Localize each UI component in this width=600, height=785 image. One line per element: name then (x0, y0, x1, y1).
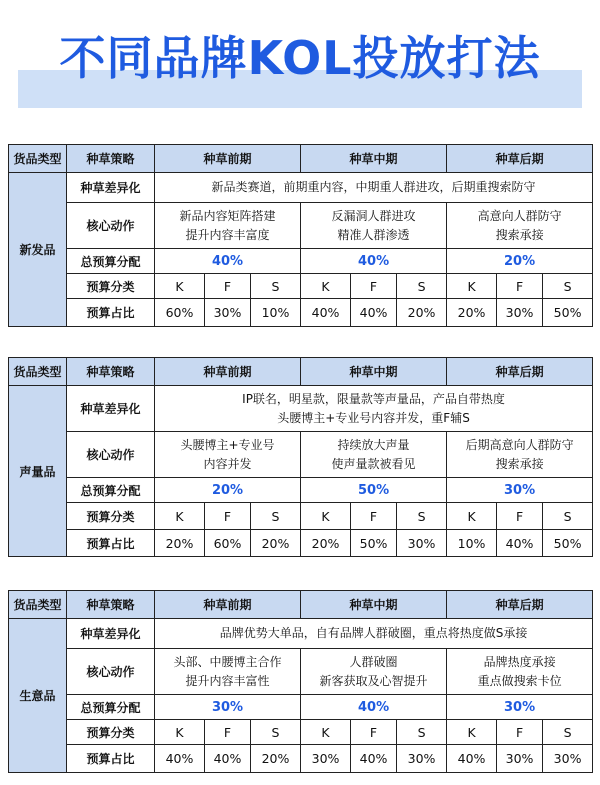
core-line: 重点做搜索卡位 (477, 673, 562, 688)
header-early: 种草前期 (155, 145, 301, 173)
row-label-budget: 总预算分配 (67, 695, 155, 720)
type-k: K (301, 274, 351, 299)
budget-row (9, 249, 593, 274)
ratio-cell: 40% (351, 299, 397, 327)
type-f: F (351, 503, 397, 530)
type-f: F (497, 503, 543, 530)
ratio-cell: 30% (397, 745, 447, 773)
ratio-row (9, 745, 593, 773)
ratio-cell: 20% (251, 530, 301, 557)
core-mid (301, 203, 447, 249)
ratio-cell: 30% (543, 745, 593, 773)
row-label-budget: 总预算分配 (67, 249, 155, 274)
core-line: 高意向人群防守 (477, 208, 562, 223)
row-label-budget: 总预算分配 (67, 478, 155, 503)
type-k: K (155, 720, 205, 745)
ratio-cell: 30% (301, 745, 351, 773)
header-row (9, 591, 593, 619)
ratio-cell: 50% (543, 299, 593, 327)
row-label-types: 预算分类 (67, 274, 155, 299)
type-f: F (351, 274, 397, 299)
core-late (447, 432, 593, 478)
core-line: 搜索承接 (495, 456, 544, 471)
diff-line: IP联名，明星款，限量款等声量品，产品自带热度 (242, 391, 505, 406)
core-line: 内容并发 (203, 456, 252, 471)
type-s: S (397, 503, 447, 530)
budget-late: 30% (447, 478, 593, 503)
type-s: S (251, 503, 301, 530)
diff-line: 品牌优势大单品，自有品牌人群破圈，重点将热度做S承接 (219, 626, 528, 640)
type-s: S (251, 720, 301, 745)
type-f: F (205, 720, 251, 745)
header-row (9, 145, 593, 173)
category-cell: 新发品 (9, 173, 67, 327)
core-late (447, 649, 593, 695)
core-line: 使声量款被看见 (331, 456, 416, 471)
budget-early: 20% (155, 478, 301, 503)
core-late (447, 203, 593, 249)
row-label-ratio: 预算占比 (67, 299, 155, 327)
ratio-row (9, 530, 593, 557)
type-s: S (397, 720, 447, 745)
budget-mid: 50% (301, 478, 447, 503)
core-line: 头腰博主+专业号 (180, 437, 275, 452)
types-row (9, 274, 593, 299)
header-category: 货品类型 (9, 358, 67, 386)
budget-early: 40% (155, 249, 301, 274)
core-line: 提升内容丰富度 (185, 227, 270, 242)
type-f: F (497, 720, 543, 745)
page-title: 不同品牌KOL投放打法 (59, 31, 541, 85)
diff-row (9, 386, 593, 432)
row-label-diff: 种草差异化 (67, 386, 155, 432)
core-line: 后期高意向人群防守 (465, 437, 574, 452)
ratio-cell: 10% (447, 530, 497, 557)
core-line: 持续放大声量 (337, 437, 410, 452)
core-line: 精准人群渗透 (337, 227, 410, 242)
category-cell: 声量品 (9, 386, 67, 557)
ratio-cell: 30% (497, 299, 543, 327)
ratio-cell: 10% (251, 299, 301, 327)
budget-late: 20% (447, 249, 593, 274)
type-f: F (351, 720, 397, 745)
budget-row (9, 478, 593, 503)
ratio-cell: 20% (251, 745, 301, 773)
core-line: 头部、中腰博主合作 (173, 654, 282, 669)
header-mid: 种草中期 (301, 358, 447, 386)
row-label-diff: 种草差异化 (67, 619, 155, 649)
ratio-cell: 20% (447, 299, 497, 327)
core-line: 提升内容丰富性 (185, 673, 270, 688)
header-mid: 种草中期 (301, 591, 447, 619)
row-label-types: 预算分类 (67, 720, 155, 745)
core-line: 品牌热度承接 (483, 654, 556, 669)
ratio-cell: 40% (497, 530, 543, 557)
core-early (155, 432, 301, 478)
ratio-cell: 40% (301, 299, 351, 327)
core-mid (301, 432, 447, 478)
budget-mid: 40% (301, 249, 447, 274)
core-early (155, 203, 301, 249)
row-label-types: 预算分类 (67, 503, 155, 530)
diff-row (9, 173, 593, 203)
ratio-cell: 50% (351, 530, 397, 557)
ratio-cell: 40% (351, 745, 397, 773)
type-f: F (205, 274, 251, 299)
ratio-cell: 40% (205, 745, 251, 773)
header-strategy: 种草策略 (67, 591, 155, 619)
row-label-core: 核心动作 (67, 203, 155, 249)
row-label-core: 核心动作 (67, 432, 155, 478)
ratio-cell: 40% (447, 745, 497, 773)
core-line: 搜索承接 (495, 227, 544, 242)
strategy-table-volume (8, 357, 593, 557)
row-label-ratio: 预算占比 (67, 530, 155, 557)
core-line: 新客获取及心智提升 (319, 673, 428, 688)
header-strategy: 种草策略 (67, 145, 155, 173)
core-early (155, 649, 301, 695)
types-row (9, 503, 593, 530)
category-cell: 生意品 (9, 619, 67, 773)
header-category: 货品类型 (9, 145, 67, 173)
header-row (9, 358, 593, 386)
type-k: K (447, 720, 497, 745)
header-category: 货品类型 (9, 591, 67, 619)
row-label-core: 核心动作 (67, 649, 155, 695)
type-s: S (543, 274, 593, 299)
ratio-cell: 30% (205, 299, 251, 327)
type-f: F (205, 503, 251, 530)
diff-line: 头腰博主+专业号内容并发，重F辅S (277, 410, 470, 425)
header-late: 种草后期 (447, 145, 593, 173)
core-line: 反漏洞人群进攻 (331, 208, 416, 223)
type-s: S (543, 720, 593, 745)
types-row (9, 720, 593, 745)
diff-line: 新品类赛道，前期重内容，中期重人群进攻，后期重搜索防守 (211, 180, 536, 194)
budget-late: 30% (447, 695, 593, 720)
type-k: K (301, 503, 351, 530)
ratio-cell: 30% (497, 745, 543, 773)
diff-text (155, 386, 593, 432)
ratio-cell: 40% (155, 745, 205, 773)
ratio-cell: 20% (397, 299, 447, 327)
diff-text (155, 173, 593, 203)
title-area (0, 0, 600, 120)
budget-row (9, 695, 593, 720)
header-strategy: 种草策略 (67, 358, 155, 386)
type-k: K (155, 503, 205, 530)
diff-text (155, 619, 593, 649)
core-row (9, 203, 593, 249)
budget-mid: 40% (301, 695, 447, 720)
header-late: 种草后期 (447, 591, 593, 619)
row-label-ratio: 预算占比 (67, 745, 155, 773)
header-mid: 种草中期 (301, 145, 447, 173)
type-k: K (447, 274, 497, 299)
core-line: 新品内容矩阵搭建 (179, 208, 276, 223)
diff-row (9, 619, 593, 649)
core-row (9, 649, 593, 695)
type-s: S (543, 503, 593, 530)
ratio-row (9, 299, 593, 327)
type-s: S (397, 274, 447, 299)
type-k: K (301, 720, 351, 745)
strategy-table-business (8, 590, 593, 773)
ratio-cell: 60% (205, 530, 251, 557)
ratio-cell: 20% (155, 530, 205, 557)
type-f: F (497, 274, 543, 299)
core-mid (301, 649, 447, 695)
header-early: 种草前期 (155, 358, 301, 386)
core-row (9, 432, 593, 478)
header-early: 种草前期 (155, 591, 301, 619)
budget-early: 30% (155, 695, 301, 720)
ratio-cell: 20% (301, 530, 351, 557)
type-k: K (447, 503, 497, 530)
row-label-diff: 种草差异化 (67, 173, 155, 203)
ratio-cell: 30% (397, 530, 447, 557)
strategy-table-new (8, 144, 593, 327)
core-line: 人群破圈 (349, 654, 398, 669)
ratio-cell: 60% (155, 299, 205, 327)
type-k: K (155, 274, 205, 299)
ratio-cell: 50% (543, 530, 593, 557)
header-late: 种草后期 (447, 358, 593, 386)
type-s: S (251, 274, 301, 299)
